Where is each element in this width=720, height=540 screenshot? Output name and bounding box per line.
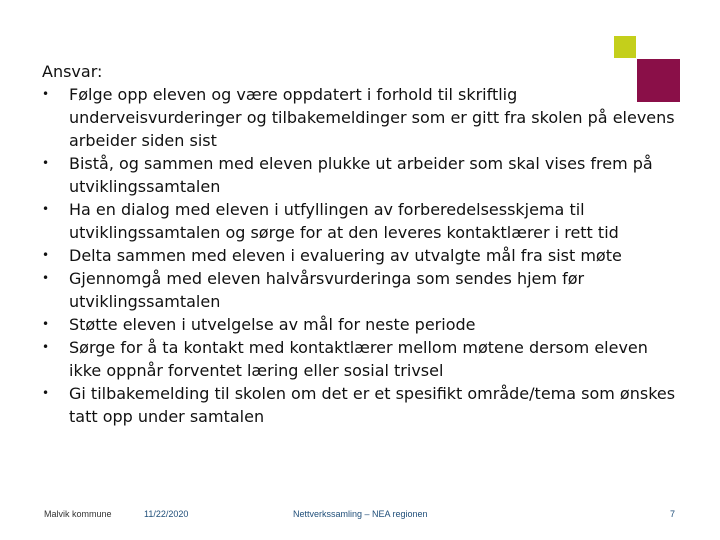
bullet-item (42, 313, 682, 336)
bullet-list (42, 83, 682, 428)
bullet-text: Støtte eleven i utvelgelse av mål for neste periode (69, 315, 476, 334)
bullet-icon: • (42, 87, 50, 101)
slide-heading: Ansvar: (42, 62, 103, 81)
bullet-item (42, 198, 682, 244)
bullet-text: Delta sammen med eleven i evaluering av utvalgte mål fra sist møte (69, 246, 622, 265)
bullet-text: Følge opp eleven og være oppdatert i forhold til skriftlig underveisvurderinger og tilbakemeldinger som er gitt fra skolen på elevens arbeider siden sist (69, 85, 675, 150)
footer-date: 11/22/2020 (144, 509, 189, 519)
bullet-icon: • (42, 386, 50, 400)
bullet-text: Gi tilbakemelding til skolen om det er et spesifikt område/tema som ønskes tatt opp under samtalen (69, 384, 676, 426)
slide-content (42, 60, 682, 428)
decorative-square-green (614, 36, 636, 58)
footer-event: Nettverkssamling – NEA regionen (293, 509, 428, 519)
bullet-text: Bistå, og sammen med eleven plukke ut arbeider som skal vises frem på utviklingssamtalen (69, 154, 653, 196)
bullet-item (42, 382, 682, 428)
bullet-item (42, 83, 682, 152)
footer-organization: Malvik kommune (44, 509, 112, 519)
bullet-text: Ha en dialog med eleven i utfyllingen av forberedelsesskjema til utviklingssamtalen og sørge for at den leveres kontaktlærer i rett tid (69, 200, 619, 242)
bullet-icon: • (42, 248, 50, 262)
footer-page-number: 7 (670, 509, 676, 519)
bullet-icon: • (42, 156, 50, 170)
bullet-item (42, 244, 682, 267)
bullet-icon: • (42, 271, 50, 285)
bullet-text: Gjennomgå med eleven halvårsvurderinga som sendes hjem før utviklingssamtalen (69, 269, 585, 311)
bullet-icon: • (42, 317, 50, 331)
bullet-text: Sørge for å ta kontakt med kontaktlærer mellom møtene dersom eleven ikke oppnår forventet læring eller sosial trivsel (69, 338, 648, 380)
bullet-item (42, 336, 682, 382)
bullet-icon: • (42, 340, 50, 354)
bullet-icon: • (42, 202, 50, 216)
bullet-item (42, 267, 682, 313)
bullet-item (42, 152, 682, 198)
